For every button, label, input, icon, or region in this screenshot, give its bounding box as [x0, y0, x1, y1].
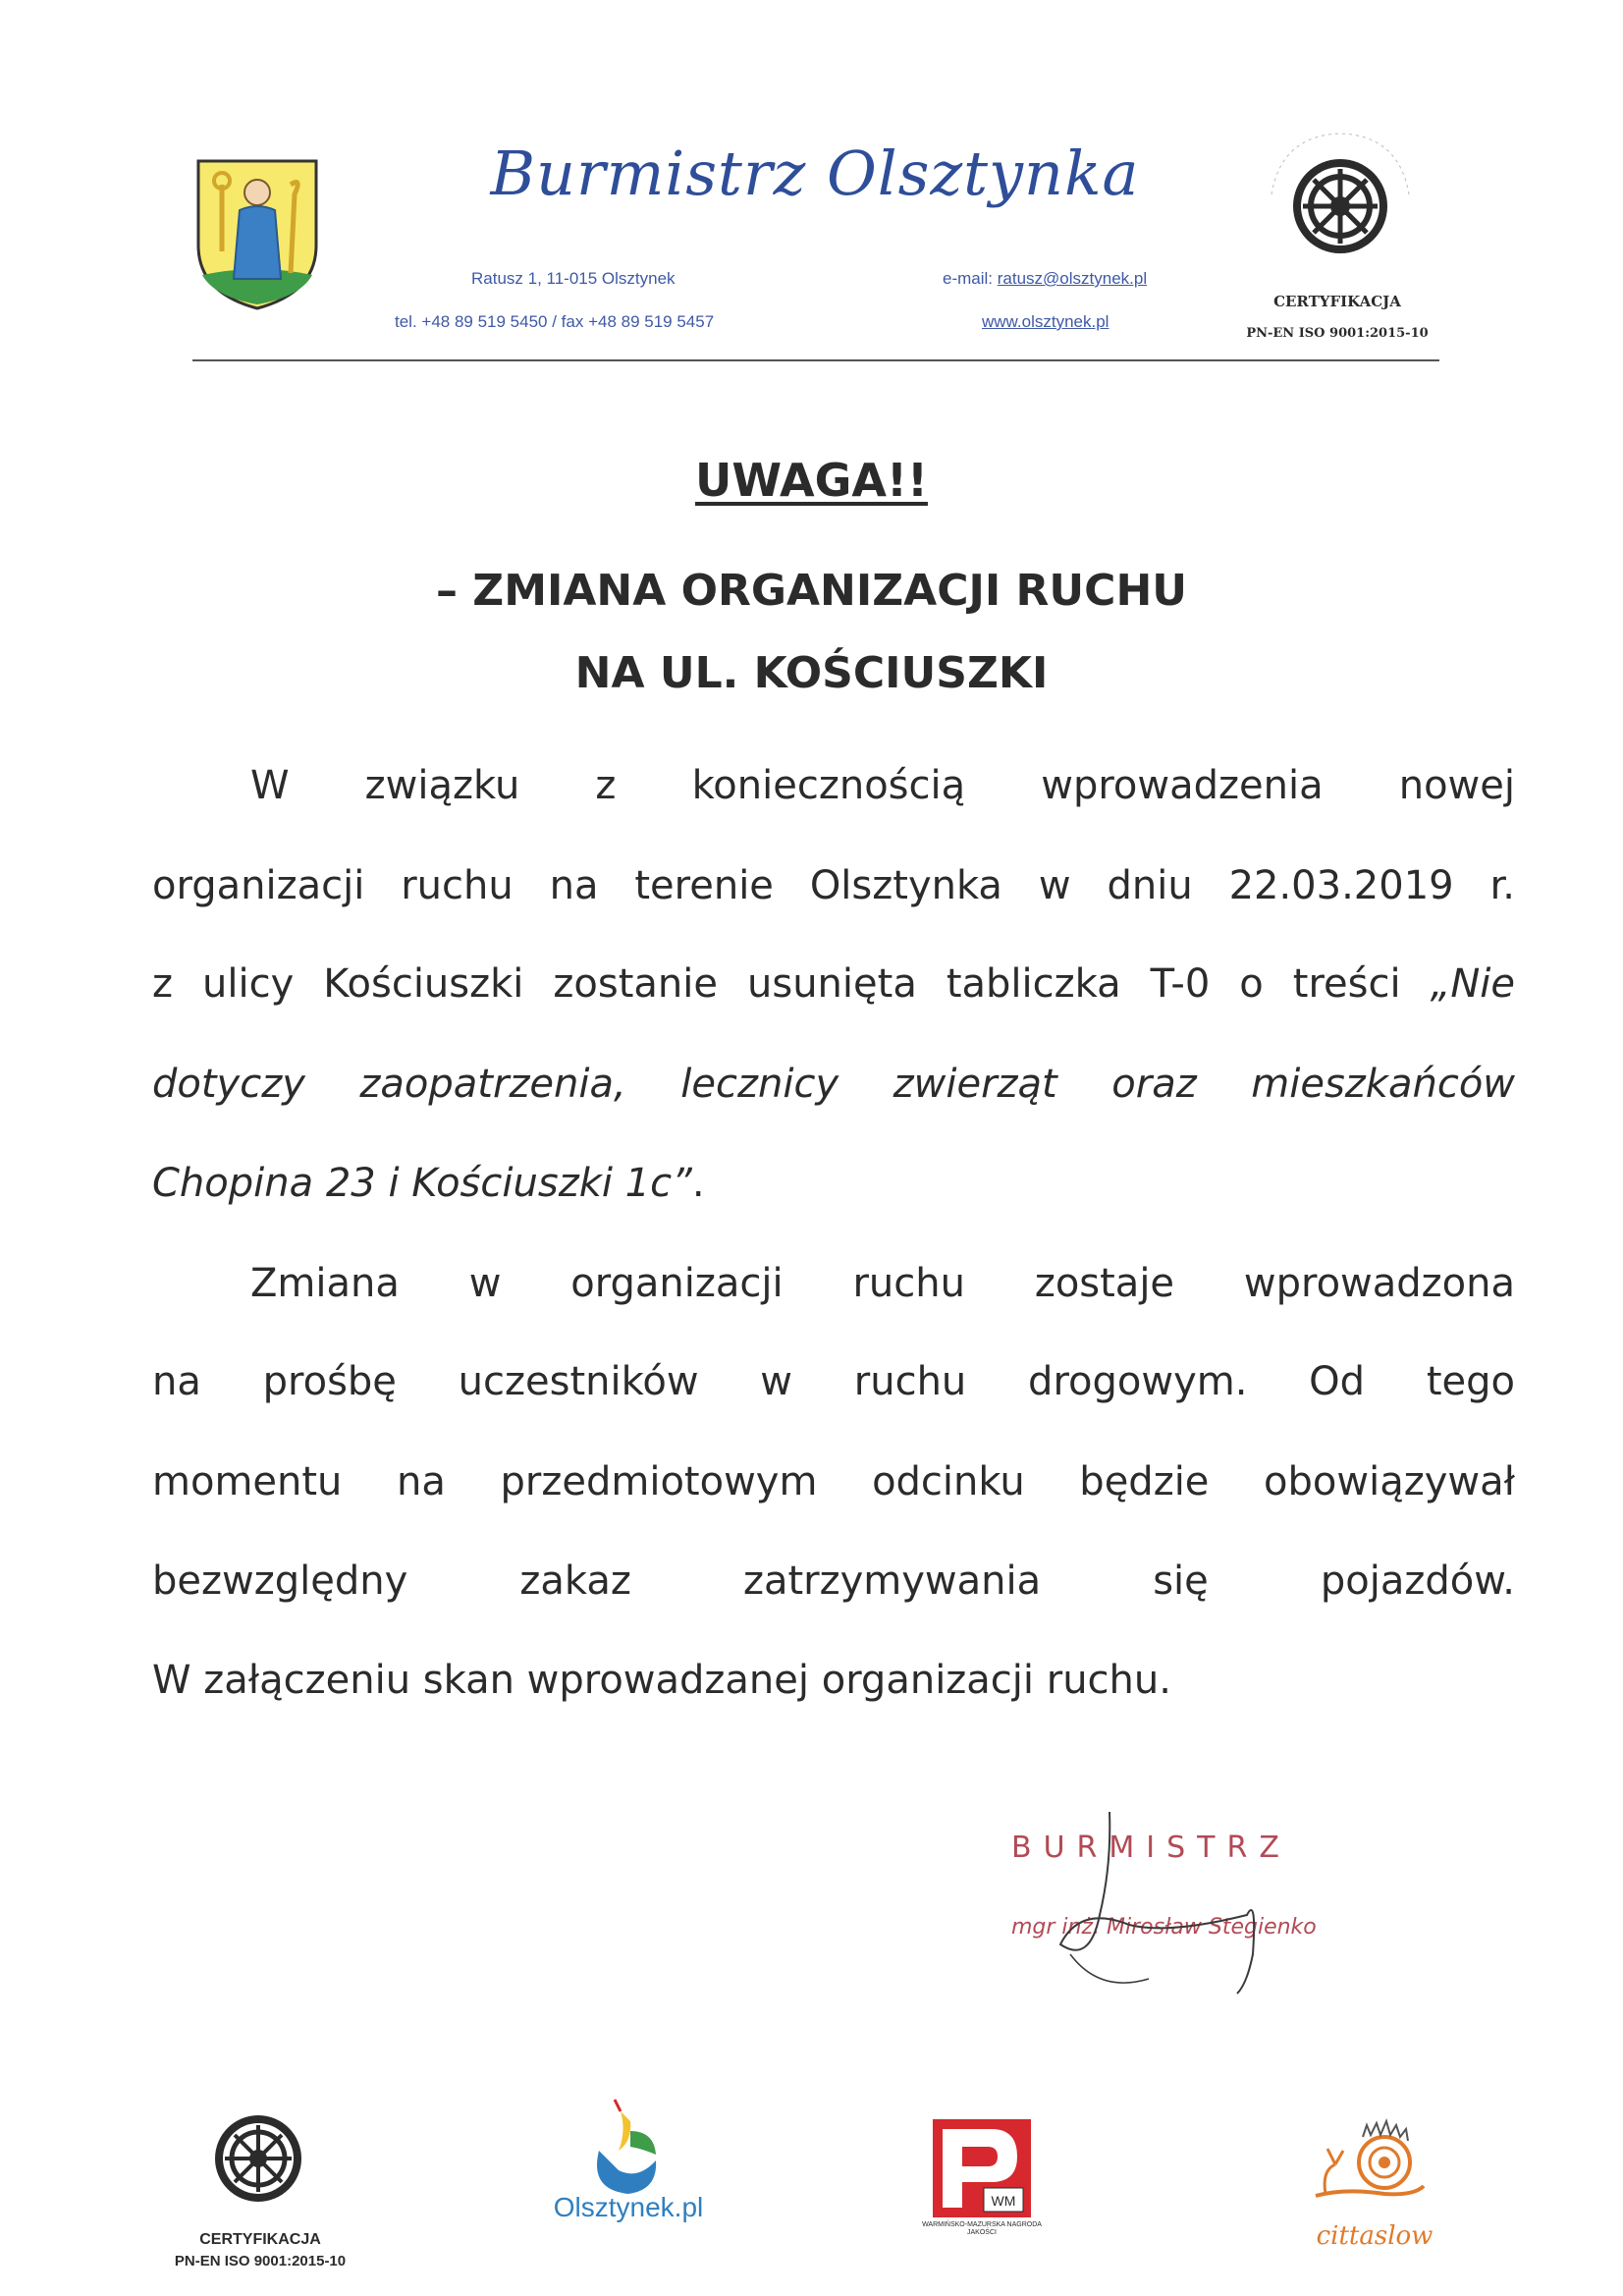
notice-heading: [0, 454, 1623, 507]
handwritten-signature-icon: [1041, 1807, 1296, 2003]
office-email: [943, 269, 1147, 289]
office-address: Ratusz 1, 11-015 Olsztynek: [471, 269, 676, 288]
website-link[interactable]: www.olsztynek.pl: [982, 312, 1109, 331]
paragraph-2-line-4: bezwzględny zakaz zatrzymywania się pojazdów.: [152, 1558, 1515, 1604]
page-title: Burmistrz Olsztynka: [490, 137, 1140, 209]
paragraph-1-line-3: z ulicy Kościuszki zostanie usunięta tabliczka T-0 o treści „Nie: [152, 961, 1515, 1007]
footer-certificate-standard: PN-EN ISO 9001:2015-10: [174, 2253, 347, 2269]
notice-heading-text: UWAGA!!: [695, 454, 928, 507]
paragraph-1-line-4: dotyczy zaopatrzenia, lecznicy zwierząt oraz mieszkańców: [152, 1062, 1515, 1107]
header-divider: [192, 359, 1439, 361]
paragraph-2-line-1: Zmiana w organizacji ruchu zostaje wprowadzona: [250, 1261, 1515, 1306]
certificate-label: CERTYFIKACJA: [1273, 293, 1401, 310]
warmia-mazury-award-label: WARMIŃSKO-MAZURSKA NAGRODA JAKOŚCI: [922, 2221, 1042, 2236]
certificate-standard: PN-EN ISO 9001:2015-10: [1246, 326, 1429, 341]
mayor-stamp-title: BURMISTRZ: [1011, 1831, 1291, 1865]
paragraph-2-line-5: W załączeniu skan wprowadzanej organizacji ruchu.: [152, 1658, 1171, 1703]
cittaslow-snail-logo-icon: [1306, 2111, 1434, 2210]
mayor-stamp-name: mgr inż. Mirosław Stegienko: [1011, 1915, 1317, 1940]
svg-text:WM: WM: [991, 2193, 1016, 2209]
paragraph-1-line-2: organizacji ruchu na terenie Olsztynka w dniu 22.03.2019 r.: [152, 863, 1515, 908]
notice-subheading-line-1: – ZMIANA ORGANIZACJI RUCHU: [435, 566, 1188, 616]
chamber-of-commerce-seal-icon: [1252, 126, 1429, 293]
paragraph-2-line-3: momentu na przedmiotowym odcinku będzie obowiązywał: [152, 1459, 1515, 1504]
footer-certificate-label: CERTYFIKACJA: [199, 2231, 321, 2248]
paragraph-1-line-1: W związku z koniecznością wprowadzenia nowej: [250, 763, 1515, 808]
cittaslow-logo-label: cittaslow: [1316, 2221, 1434, 2251]
paragraph-1-line-5: Chopina 23 i Kościuszki 1c”.: [152, 1161, 705, 1206]
office-phone: tel. +48 89 519 5450 / fax +48 89 519 5457: [395, 312, 715, 331]
coat-of-arms-icon: [192, 155, 322, 312]
olsztynek-logo-label: Olsztynek.pl: [553, 2192, 704, 2222]
footer-certificate-seal-icon: [185, 2080, 332, 2227]
paragraph-2-line-2: na prośbę uczestników w ruchu drogowym. Od tego: [152, 1359, 1515, 1404]
office-website: [982, 312, 1109, 332]
email-link[interactable]: ratusz@olsztynek.pl: [997, 269, 1148, 288]
warmia-mazury-quality-award-icon: [933, 2119, 1031, 2217]
notice-subheading-line-2: NA UL. KOŚCIUSZKI: [574, 648, 1049, 698]
email-label: e-mail:: [943, 269, 998, 288]
